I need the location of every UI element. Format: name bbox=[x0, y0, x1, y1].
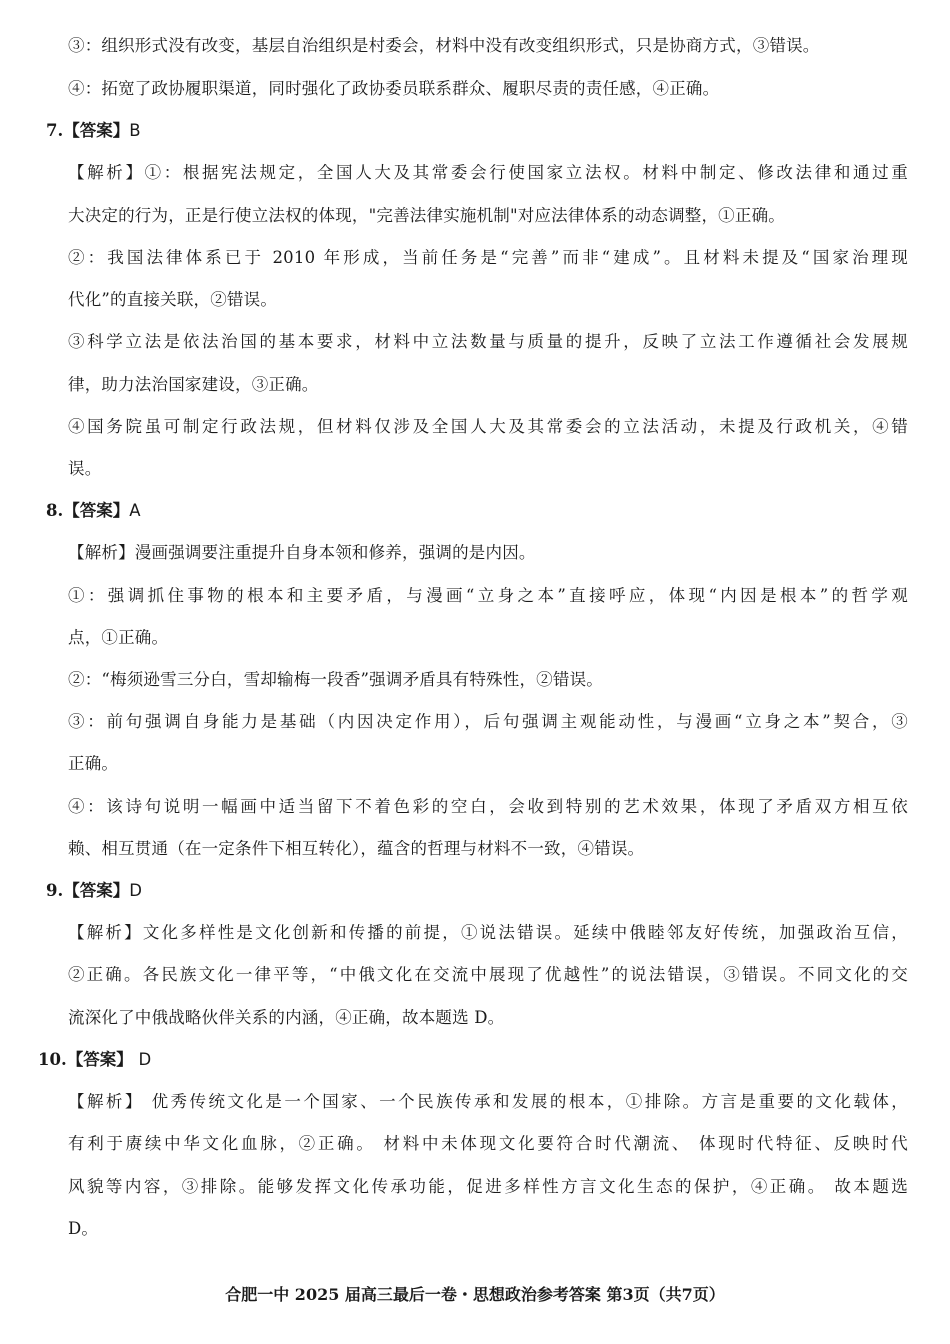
answer-letter: D bbox=[129, 881, 142, 900]
analysis-line: 代化”的直接关联，②错误。 bbox=[68, 290, 278, 309]
answer-label: 【答案】 bbox=[63, 881, 130, 900]
answer-heading-8 bbox=[46, 500, 141, 522]
analysis-line: ④：拓宽了政协履职渠道，同时强化了政协委员联系群众、履职尽责的责任感，④正确。 bbox=[68, 79, 720, 98]
analysis-line: ③科学立法是依法治国的基本要求，材料中立法数量与质量的提升，反映了立法工作遵循社会发展规 bbox=[68, 332, 908, 351]
answer-heading-7 bbox=[46, 120, 141, 142]
question-number: 9. bbox=[46, 881, 64, 900]
analysis-line: 风貌等内容，③排除。能够发挥文化传承功能，促进多样性方言文化生态的保护，④正确。 故本题选 bbox=[68, 1177, 908, 1196]
answer-label: 【答案】 bbox=[66, 1050, 139, 1069]
analysis-line: 【解析】 优秀传统文化是一个国家、一个民族传承和发展的根本，①排除。方言是重要的文化载体， bbox=[68, 1092, 908, 1111]
answer-letter: A bbox=[129, 501, 141, 520]
analysis-line: 【解析】漫画强调要注重提升自身本领和修养，强调的是内因。 bbox=[68, 543, 536, 562]
answer-letter: D bbox=[138, 1050, 152, 1069]
analysis-line: ④国务院虽可制定行政法规，但材料仅涉及全国人大及其常委会的立法活动，未提及行政机关，④错 bbox=[68, 417, 908, 436]
analysis-line: ①：强调抓住事物的根本和主要矛盾，与漫画“立身之本”直接呼应，体现“内因是根本”的哲学观 bbox=[68, 586, 908, 605]
analysis-line: ②正确。各民族文化一律平等，“中俄文化在交流中展现了优越性”的说法错误，③错误。不同文化的交 bbox=[68, 965, 908, 984]
analysis-line: ④：该诗句说明一幅画中适当留下不着色彩的空白，会收到特别的艺术效果，体现了矛盾双方相互依 bbox=[68, 797, 908, 816]
analysis-line: 大决定的行为，正是行使立法权的体现，"完善法律实施机制"对应法律体系的动态调整，①正确。 bbox=[68, 206, 785, 225]
answer-letter: B bbox=[129, 121, 141, 140]
analysis-line: 赖、相互贯通（在一定条件下相互转化），蕴含的哲理与材料不一致，④错误。 bbox=[68, 839, 645, 858]
analysis-line: ②：“梅须逊雪三分白，雪却输梅一段香”强调矛盾具有特殊性，②错误。 bbox=[68, 670, 603, 689]
analysis-line: 正确。 bbox=[68, 754, 119, 773]
analysis-line: 有利于赓续中华文化血脉，②正确。 材料中未体现文化要符合时代潮流、 体现时代特征、反映时代 bbox=[68, 1134, 908, 1153]
analysis-line: ③：前句强调自身能力是基础（内因决定作用），后句强调主观能动性，与漫画“立身之本”契合，③ bbox=[68, 712, 908, 731]
answer-heading-10 bbox=[38, 1049, 151, 1071]
analysis-line: 流深化了中俄战略伙伴关系的内涵，④正确，故本题选 D。 bbox=[68, 1008, 505, 1027]
analysis-line: 【解析】①：根据宪法规定，全国人大及其常委会行使国家立法权。材料中制定、修改法律和通过重 bbox=[68, 163, 908, 182]
analysis-line: 点，①正确。 bbox=[68, 628, 169, 647]
analysis-line: 律，助力法治国家建设，③正确。 bbox=[68, 375, 319, 394]
answer-heading-9 bbox=[46, 880, 142, 902]
question-number: 7. bbox=[46, 121, 64, 140]
page-footer: 合肥一中 2025 届高三最后一卷・思想政治参考答案 第3页（共7页） bbox=[225, 1285, 725, 1304]
analysis-line: ②：我国法律体系已于 2010 年形成，当前任务是“完善”而非“建成”。且材料未提及“国家治理现 bbox=[68, 248, 908, 267]
analysis-line: 误。 bbox=[68, 459, 102, 478]
analysis-line: 【解析】文化多样性是文化创新和传播的前提，①说法错误。延续中俄睦邻友好传统，加强政治互信， bbox=[68, 923, 908, 942]
answer-label: 【答案】 bbox=[63, 501, 130, 520]
question-number: 10. bbox=[38, 1050, 67, 1069]
question-number: 8. bbox=[46, 501, 64, 520]
analysis-line: D。 bbox=[68, 1219, 99, 1238]
answer-label: 【答案】 bbox=[63, 121, 130, 140]
analysis-line: ③：组织形式没有改变，基层自治组织是村委会，材料中没有改变组织形式，只是协商方式，③错误。 bbox=[68, 36, 820, 55]
